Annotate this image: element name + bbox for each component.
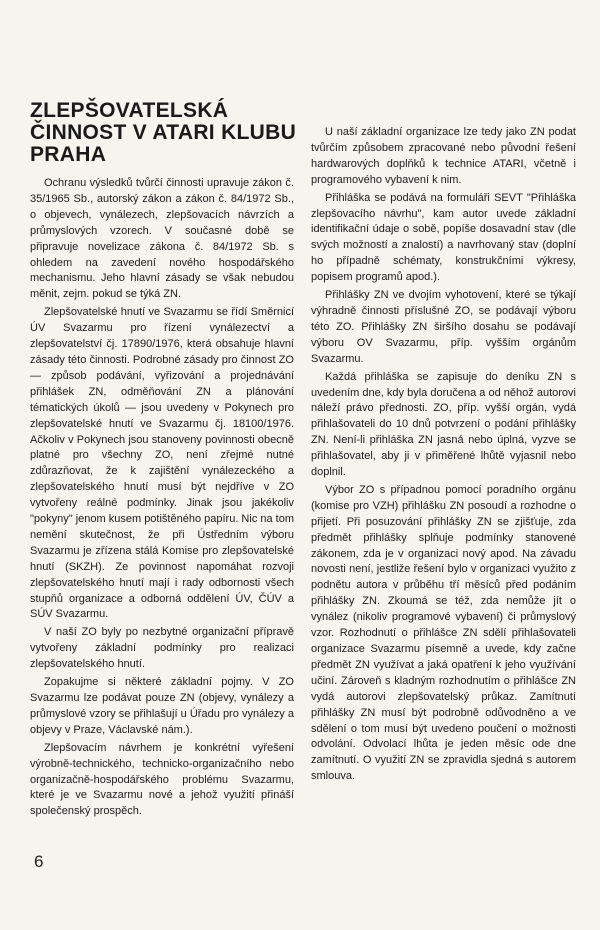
article-title [30,99,297,166]
body-paragraph: Zopakujme si některé základní pojmy. V ZO Svazarmu lze podávat pouze ZN (objevy, vynálezy a průmyslové vzory se přihlašují u Úřadu pro vynálezy a objevy v Praze, Václavské nám.). [30,676,294,736]
body-paragraph: U naší základní organizace lze tedy jako ZN podat tvůrčím způsobem zpracované nebo původní řešení hardwarových doplňků k technice ATARI, včetně i programového vybavení k nim. [311,126,576,186]
page-number: 6 [34,852,44,871]
body-paragraph: Výbor ZO s případnou pomocí poradního orgánu (komise pro VZH) přihlášku ZN posoudí a rozhodne o přijetí. Při posuzování přihlášky ZN se zjišťuje, zda předmět přihlášky splňuje podmínky stanovené zákonem, zda je v organizaci nový apod. Na závadu novosti není, jestliže řešení bylo v organizaci využito z podnětu autora v průběhu tří měsíců před podáním přihlášky ZN. Zkoumá se též, zda nemůže jít o vynález (nikoliv programové vybavení) či průmyslový vzor. Rozhodnutí o přihlášce ZN sdělí přihlašovateli organizace Svazarmu písemně a uvede, kdy začne předmět ZN využívat a jaká opatření k jeho využívání učiní. Zároveň s kladným rozhodnutím o přihlášce ZN vydá autorovi zlepšovatelský průkaz. Zamítnutí přihlášky ZN musí být podrobně odůvodněno a ve sdělení o tom musí být uvedeno poučení o možnosti odvolání. Odvolací lhůta je jeden měsíc ode dne zamítnutí. O využití ZN se zpravidla sjedná s autorem smlouva. [311,483,576,783]
title-line: PRAHA [30,143,107,166]
left-column [30,99,297,822]
body-paragraph: Přihlášky ZN ve dvojím vyhotovení, které se týkají výhradně činnosti příslušné ZO, se podávají výboru této ZO. Přihlášky ZN širšího dosahu se podávají výboru OV Svazarmu, příp. vyšším orgánům Svazarmu. [311,289,576,365]
title-line: ZLEPŠOVATELSKÁ [30,99,229,122]
body-paragraph: Ochranu výsledků tvůrčí činnosti upravuje zákon č. 35/1965 Sb., autorský zákon a zákon č. 84/1972 Sb., o objevech, vynálezech, zlepšovacích návrzích a průmyslových vzorech. V současné době se připravuje novelizace zákona č. 84/1972 Sb. s ohledem na zavedení nového hospodářského mechanismu. Jeho hlavní zásady se však nebudou měnit, zejm. pokud se týká ZN. [30,177,294,301]
body-paragraph: Každá přihláška se zapisuje do deníku ZN s uvedením dne, kdy byla doručena a od něhož autorovi náleží právo přednosti. ZO, příp. vyšší orgán, vydá přihlašovateli do 10 dnů potvrzení o podání přihlášky ZN. Není-li přihláška ZN jasná nebo úplná, vyzve se přihlašovatel, aby ji v přiměřené lhůtě vyjasnil nebo doplnil. [311,370,576,479]
title-line: ČINNOST V ATARI KLUBU [30,121,297,144]
body-paragraph: Přihláška se podává na formuláři SEVT "Přihláška zlepšovacího návrhu", kam autor uvede základní identifikační údaje o sobě, popíše dosavadní stav (dle svých možností a znalostí) a navrhovaný stav (doplní ho případně schématy, konstrukčními výkresy, popisem programů apod.). [311,191,576,284]
body-paragraph: Zlepšovacím návrhem je konkrétní vyřešení výrobně-technického, technicko-organizačního nebo organizačně-hospodářského problému Svazarmu, které je ve Svazarmu nové a jehož využití přináší společenský prospěch. [30,741,294,818]
body-paragraph: V naší ZO byly po nezbytné organizační přípravě vytvořeny základní podmínky pro realizaci zlepšovatelského hnutí. [30,626,294,671]
right-column [311,125,576,787]
body-paragraph: Zlepšovatelské hnutí ve Svazarmu se řídí Směrnicí ÚV Svazarmu pro řízení vynálezectví a zlepšovatelství čj. 17890/1976, která obsahuje hlavní zásady této činnosti. Podrobné zásady pro činnost ZO — způsob podávání, vyřizování a projednávání přihlášek ZN, odměňování ZN a plánování tématických úkolů — jsou uvedeny v Pokynech pro zlepšovatelské hnutí ve Svazarmu čj. 18100/1976. Ačkoliv v Pokynech jsou stanoveny povinnosti obecně platné pro všechny ZO, není zřejmé nutné zdůrazňovat, že k zajištění vynálezeckého a zlepšovatelského hnutí musí být nejdříve v ZO vytvořeny reálné podmínky. Jinak jsou jakékoliv "pokyny" jenom kusem potištěného papíru. Nic na tom nemění skutečnost, že při Ústředním výboru Svazarmu je zřízena stálá Komise pro zlepšovatelské hnutí (SKZH). Ze povinnost napomáhat rozvoji zlepšovatelského hnutí mají i rady odbornosti všech stupňů organizace a odborná oddělení ÚV, ČÚV a SÚV Svazarmu. [30,306,294,621]
